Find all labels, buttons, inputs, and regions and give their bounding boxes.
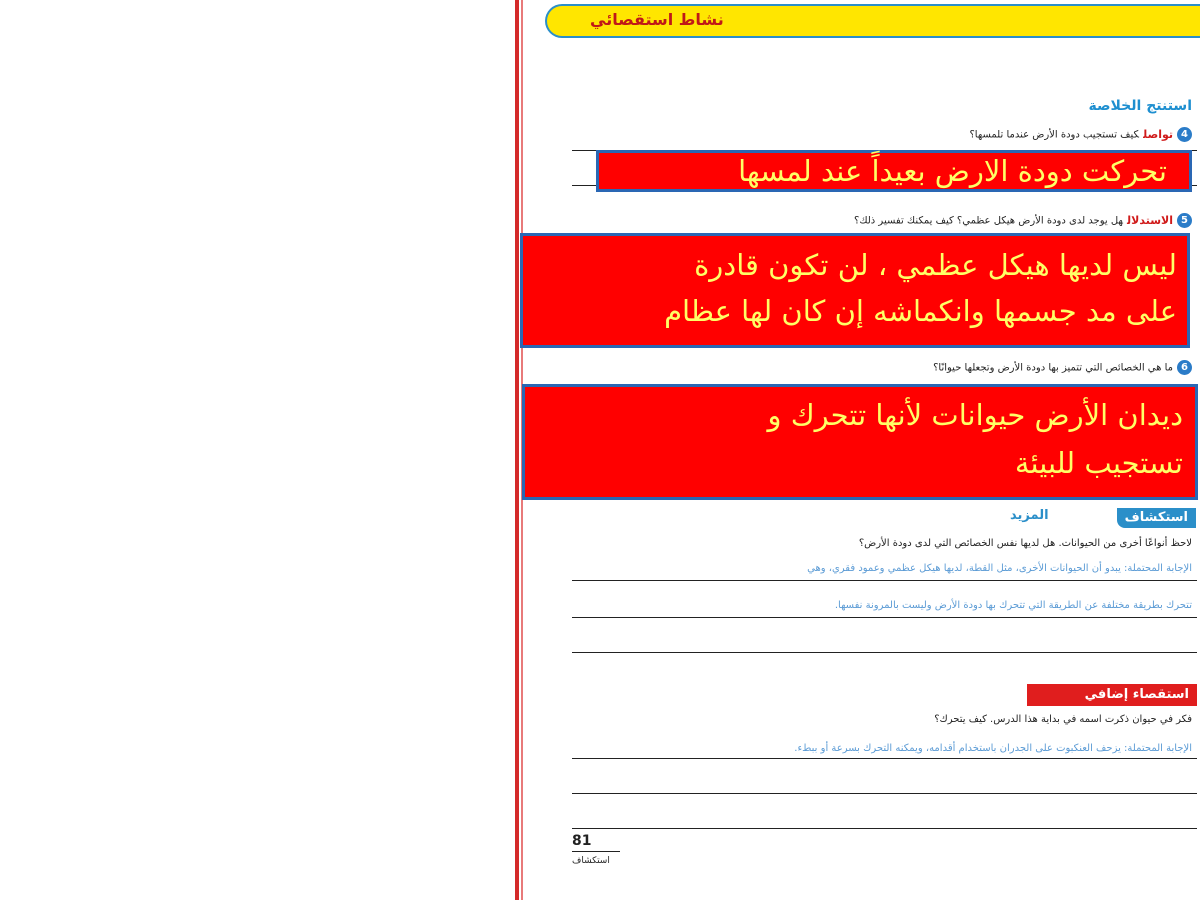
question-6: [933, 360, 1192, 375]
question-text: ما هي الخصائص التي تتميز بها دودة الأرض وتجعلها حيوانًا؟: [933, 362, 1173, 374]
answer-line-2: تستجيب للبيئة: [1014, 446, 1183, 480]
question-number-badge: 5: [1177, 213, 1192, 228]
answer-box-5: [520, 233, 1190, 348]
answer-line: [572, 793, 1197, 794]
explore-more-label: المزيد: [1010, 508, 1049, 523]
question-number-badge: 4: [1177, 127, 1192, 142]
question-number-badge: 6: [1177, 360, 1192, 375]
blank-left-area: [0, 0, 515, 900]
page-number: 81: [572, 833, 592, 849]
answer-line: [572, 580, 1197, 581]
question-text: كيف تستجيب دودة الأرض عندما تلمسها؟: [969, 129, 1140, 141]
answer-line-2: على مد جسمها وانكماشه إن كان لها عظام: [664, 294, 1177, 328]
question-keyword: تواصل: [1143, 127, 1173, 141]
answer-line: [572, 652, 1197, 653]
extra-question: فكر في حيوان ذكرت اسمه في بداية هذا الدرس. كيف يتحرك؟: [934, 714, 1192, 725]
page-title: نشاط استقصائي: [590, 10, 724, 29]
question-4: [970, 127, 1193, 142]
question-keyword: الاستدلال: [1127, 213, 1173, 227]
answer-line: [572, 617, 1197, 618]
page-border: [515, 0, 519, 900]
explore-answer-line-2: تتحرك بطريقة مختلفة عن الطريقة التي تتحرك بها دودة الأرض وليست بالمرونة نفسها.: [834, 600, 1192, 611]
question-text: هل يوجد لدى دودة الأرض هيكل عظمي؟ كيف يمكنك تفسير ذلك؟: [854, 215, 1124, 227]
explore-tag: استكشاف: [1117, 508, 1196, 528]
answer-line: [572, 758, 1197, 759]
question-5: [854, 213, 1192, 228]
answer-box-6: [522, 384, 1198, 500]
section-title: استنتج الخلاصة: [1088, 98, 1192, 114]
answer-line-1: ديدان الأرض حيوانات لأنها تتحرك و: [767, 398, 1183, 432]
answer-line: [572, 828, 1197, 829]
extra-answer: الإجابة المحتملة: يزحف العنكبوت على الجدران باستخدام أقدامه، ويمكنه التحرك بسرعة أو ببطء.: [794, 743, 1192, 754]
answer-box-4: تحركت دودة الارض بعيداً عند لمسها: [596, 150, 1192, 192]
extra-inquiry-tag: استقصاء إضافي: [1027, 684, 1197, 706]
page-number-underline: [572, 851, 620, 852]
answer-line-1: ليس لديها هيكل عظمي ، لن تكون قادرة: [694, 248, 1177, 282]
explore-question: لاحظ أنواعًا أخرى من الحيوانات. هل لديها نفس الخصائص التي لدى دودة الأرض؟: [858, 538, 1192, 549]
explore-answer-line-1: الإجابة المحتملة: يبدو أن الحيوانات الأخرى، مثل القطة، لديها هيكل عظمي وعمود فقري، وهي: [807, 563, 1192, 574]
page-footer-label: استكشاف: [572, 856, 610, 866]
